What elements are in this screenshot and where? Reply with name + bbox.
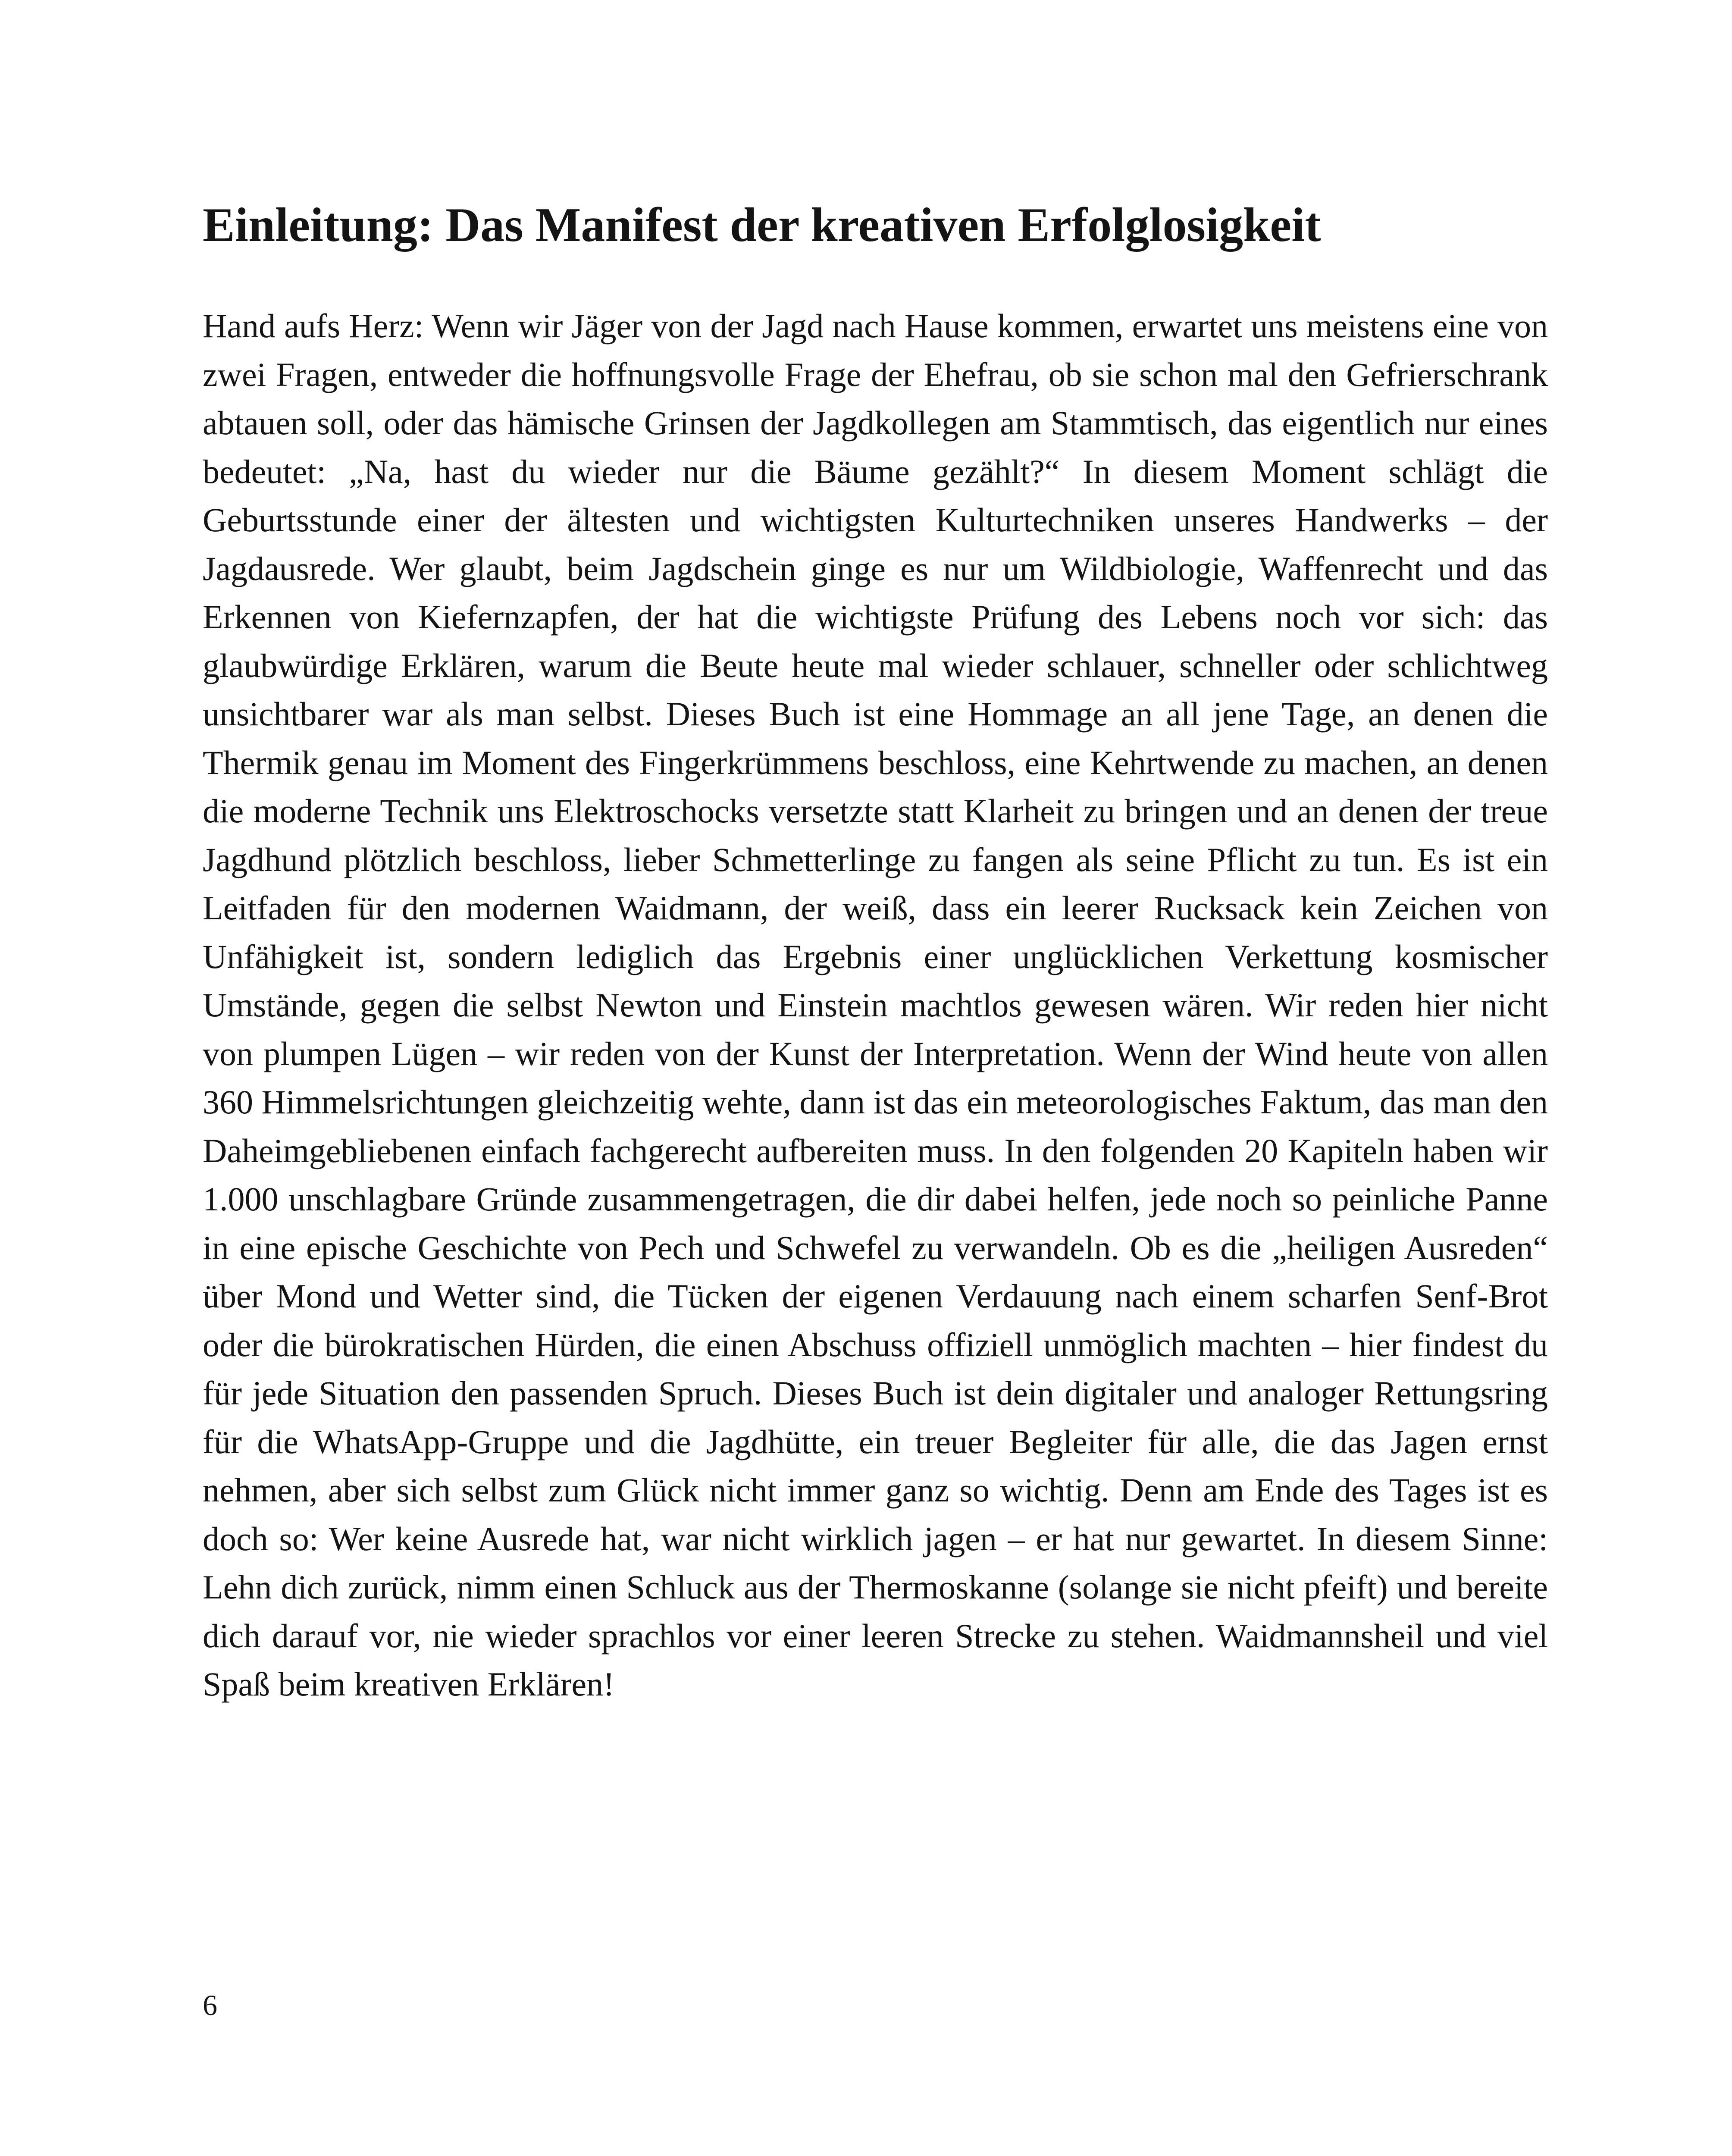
chapter-title: Einleitung: Das Manifest der kreativen Erfolglosigkeit bbox=[203, 198, 1321, 252]
page-number: 6 bbox=[203, 1989, 217, 2021]
body-paragraph: Hand aufs Herz: Wenn wir Jäger von der Jagd nach Hause kommen, erwartet uns meistens eine von zwei Fragen, entweder die hoffnungsvolle Frage der Ehefrau, ob sie schon mal den Gefrierschrank abtauen soll, oder das hämische Grinsen der Jagdkollegen am Stammtisch, das eigentlich nur eines bedeutet: „Na, hast du wieder nur die Bäume gezählt?“ In diesem Moment schlägt die Geburtsstunde einer der ältesten und wichtigsten Kulturtechniken unseres Handwerks – der Jagdausrede. Wer glaubt, beim Jagdschein ginge es nur um Wildbiologie, Waffenrecht und das Erkennen von Kiefernzapfen, der hat die wichtigste Prüfung des Lebens noch vor sich: das glaubwürdige Erklären, warum die Beute heute mal wieder schlauer, schneller oder schlichtweg unsichtbarer war als man selbst. Dieses Buch ist eine Hommage an all jene Tage, an denen die Thermik genau im Moment des Fingerkrümmens beschloss, eine Kehrtwende zu machen, an denen die moderne Technik uns Elektroschocks versetzte statt Klarheit zu bringen und an denen der treue Jagdhund plötzlich beschloss, lieber Schmetterlinge zu fangen als seine Pflicht zu tun. Es ist ein Leitfaden für den modernen Waidmann, der weiß, dass ein leerer Rucksack kein Zeichen von Unfähigkeit ist, sondern lediglich das Ergebnis einer unglücklichen Verkettung kosmischer Umstände, gegen die selbst Newton und Einstein machtlos gewesen wären. Wir reden hier nicht von plumpen Lügen – wir reden von der Kunst der Interpretation. Wenn der Wind heute von allen 360 Himmelsrichtungen gleichzeitig wehte, dann ist das ein meteorologisches Faktum, das man den Daheimgebliebenen einfach fachgerecht aufbereiten muss. In den folgenden 20 Kapiteln haben wir 1.000 unschlagbare Gründe zusammengetragen, die dir dabei helfen, jede noch so peinliche Panne in eine epische Geschichte von Pech und Schwefel zu verwandeln. Ob es die „heiligen Ausreden“ über Mond und Wetter sind, die Tücken der eigenen Verdauung nach einem scharfen Senf-Brot oder die bürokratischen Hürden, die einen Abschuss offiziell unmöglich machten – hier findest du für jede Situation den passenden Spruch. Dieses Buch ist dein digitaler und analoger Rettungsring für die WhatsApp-Gruppe und die Jagdhütte, ein treuer Begleiter für alle, die das Jagen ernst nehmen, aber sich selbst zum Glück nicht immer ganz so wichtig. Denn am Ende des Tages ist es doch so: Wer keine Ausrede hat, war nicht wirklich jagen – er hat nur gewartet. In diesem Sinne: Lehn dich zurück, nimm einen Schluck aus der Thermoskanne (solange sie nicht pfeift) und bereite dich darauf vor, nie wieder sprachlos vor einer leeren Strecke zu stehen. Waidmannsheil und viel Spaß beim kreativen Erklären! bbox=[203, 307, 1548, 1703]
